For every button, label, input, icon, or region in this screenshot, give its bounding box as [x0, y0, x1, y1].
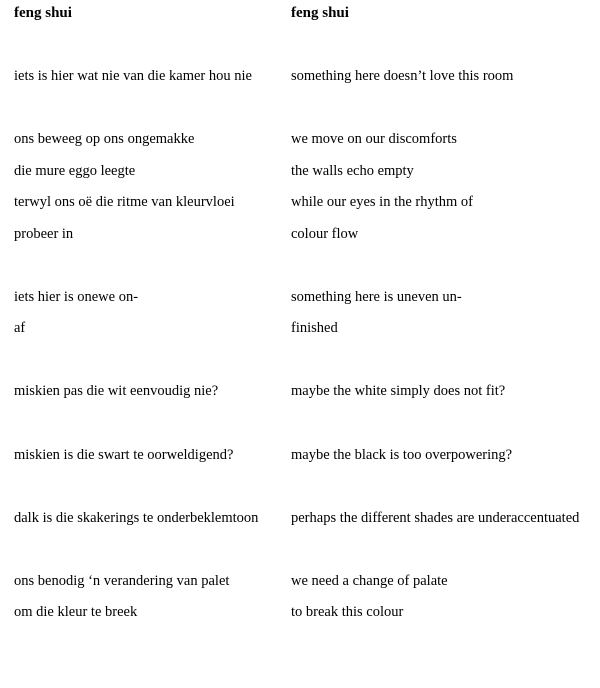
afrikaans-line: terwyl ons oë die ritme van kleurvloei — [14, 194, 235, 210]
english-line: something here is uneven un- — [291, 289, 462, 305]
afrikaans-line: af — [14, 320, 26, 336]
afrikaans-line: ons beweeg op ons ongemakke — [14, 131, 195, 147]
afrikaans-title: feng shui — [14, 5, 72, 21]
afrikaans-line: iets hier is onewe on- — [14, 289, 139, 305]
english-line: to break this colour — [291, 604, 404, 620]
afrikaans-line: miskien pas die wit eenvoudig nie? — [14, 383, 219, 399]
english-line: while our eyes in the rhythm of — [291, 194, 474, 210]
english-line: finished — [291, 320, 338, 336]
english-line: we move on our discomforts — [291, 131, 457, 147]
afrikaans-line: iets is hier wat nie van die kamer hou nie — [14, 68, 252, 84]
english-title: feng shui — [291, 5, 349, 21]
afrikaans-line: ons benodig ‘n verandering van palet — [14, 573, 230, 589]
afrikaans-line: die mure eggo leegte — [14, 163, 136, 179]
english-line: maybe the white simply does not fit? — [291, 383, 506, 399]
afrikaans-line: dalk is die skakerings te onderbeklemtoon — [14, 510, 259, 526]
english-line: the walls echo empty — [291, 163, 414, 179]
english-line: we need a change of palate — [291, 573, 448, 589]
afrikaans-line: om die kleur te breek — [14, 604, 138, 620]
afrikaans-line: probeer in — [14, 226, 74, 242]
english-line: something here doesn’t love this room — [291, 68, 514, 84]
afrikaans-line: miskien is die swart te oorweldigend? — [14, 447, 234, 463]
english-line: perhaps the different shades are underaccentuated — [291, 510, 580, 526]
english-line: colour flow — [291, 226, 359, 242]
english-line: maybe the black is too overpowering? — [291, 447, 513, 463]
